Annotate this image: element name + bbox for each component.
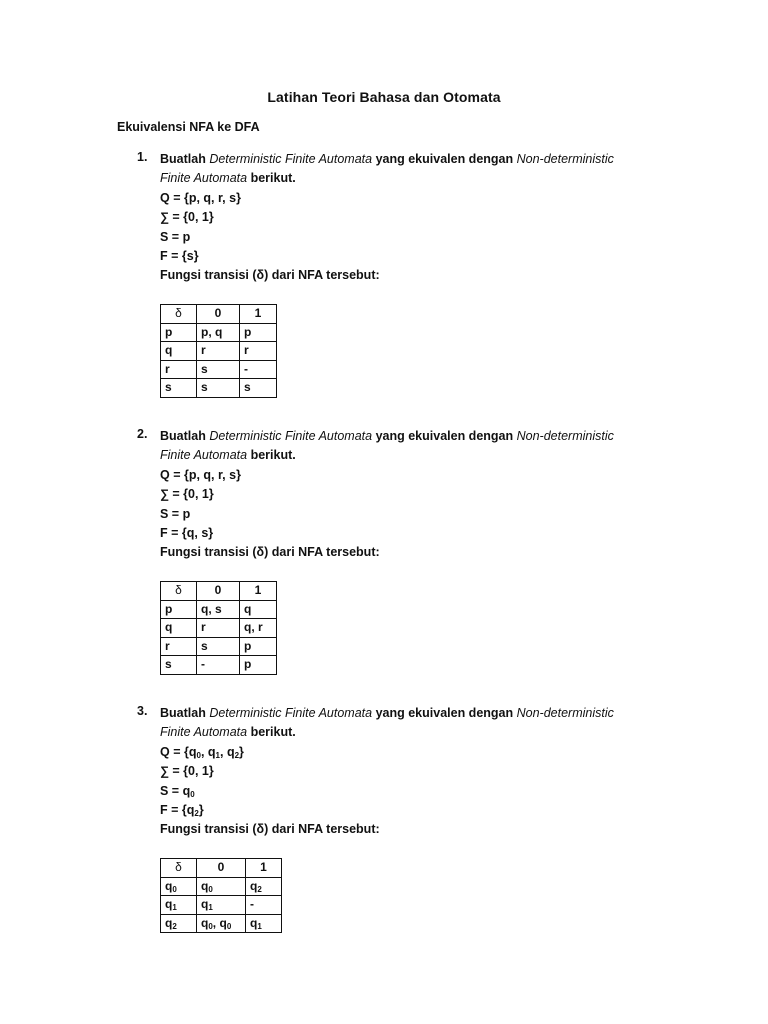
transition-cell: $q_0$, $q_0$ [197, 914, 246, 933]
transition-cell: q, r [240, 619, 277, 638]
state-cell: r [161, 360, 197, 379]
transition-cell: q, s [197, 600, 240, 619]
transition-table [160, 858, 282, 933]
table-row [161, 637, 277, 656]
problem-intro-cont: Finite Automata berikut. [160, 171, 296, 186]
states-set: $Q = \{q_0$, $q_1$, $q_2$} [160, 744, 244, 760]
transition-cell: s [197, 637, 240, 656]
states-set: Q = {p, q, r, s} [160, 190, 241, 205]
state-cell: p [161, 600, 197, 619]
transition-cell: p [240, 656, 277, 675]
transition-cell: $q_1$ [197, 896, 246, 915]
transition-cell: $q_1$ [246, 914, 282, 933]
transition-cell: q [240, 600, 277, 619]
delta-header-cell: δ [161, 859, 197, 878]
transition-table [160, 581, 277, 675]
state-cell: r [161, 637, 197, 656]
problem-intro: Buatlah Deterministic Finite Automata yang ekuivalen dengan Non-deterministic [160, 152, 614, 166]
problem-body [160, 150, 640, 286]
table-header-row [161, 582, 277, 601]
state-cell: p [161, 323, 197, 342]
problem-intro: Buatlah Deterministic Finite Automata yang ekuivalen dengan Non-deterministic [160, 706, 614, 720]
input-symbol-header-cell: 1 [240, 305, 277, 324]
problem-intro-cont: Finite Automata berikut. [160, 448, 296, 463]
transition-cell: - [240, 360, 277, 379]
section-title: Ekuivalensi NFA ke DFA [117, 120, 260, 134]
transition-table [160, 304, 277, 398]
problem-body [160, 427, 640, 563]
problem-intro-cont: Finite Automata berikut. [160, 725, 296, 740]
state-cell: $q_0$ [161, 877, 197, 896]
state-cell: s [161, 379, 197, 398]
table-row [161, 379, 277, 398]
final-states: $F = \{q_2\}$ [160, 802, 204, 818]
state-cell: q [161, 619, 197, 638]
transition-cell: s [240, 379, 277, 398]
start-state: $S = q_0$ [160, 783, 195, 799]
transition-cell: p, q [197, 323, 240, 342]
states-set: Q = {p, q, r, s} [160, 467, 241, 482]
transition-cell: p [240, 637, 277, 656]
transition-caption: Fungsi transisi (δ) dari NFA tersebut: [160, 545, 380, 560]
transition-cell: r [240, 342, 277, 361]
problem-intro: Buatlah Deterministic Finite Automata yang ekuivalen dengan Non-deterministic [160, 429, 614, 443]
table-header-row [161, 305, 277, 324]
transition-cell: r [197, 619, 240, 638]
input-symbol-header-cell: 0 [197, 859, 246, 878]
table-row [161, 656, 277, 675]
problem-number: 2. [137, 427, 148, 441]
transition-cell: s [197, 360, 240, 379]
table-row [161, 323, 277, 342]
alphabet-set: ∑ = {0, 1} [160, 210, 214, 225]
transition-cell: p [240, 323, 277, 342]
alphabet-set: ∑ = {0, 1} [160, 487, 214, 502]
problem-body [160, 704, 640, 840]
table-row [161, 342, 277, 361]
problem-number: 1. [137, 150, 148, 164]
problem-number: 3. [137, 704, 148, 718]
table-row [161, 360, 277, 379]
final-states: F = {s} [160, 248, 199, 263]
transition-caption: Fungsi transisi (δ) dari NFA tersebut: [160, 822, 380, 837]
delta-header-cell: δ [161, 582, 197, 601]
transition-caption: Fungsi transisi (δ) dari NFA tersebut: [160, 268, 380, 283]
start-state: S = p [160, 229, 191, 244]
transition-cell: - [246, 896, 282, 915]
start-state: S = p [160, 506, 191, 521]
state-cell: s [161, 656, 197, 675]
input-symbol-header-cell: 0 [197, 582, 240, 601]
input-symbol-header-cell: 1 [240, 582, 277, 601]
table-row [161, 896, 282, 915]
table-row [161, 600, 277, 619]
transition-cell: $q_0$ [197, 877, 246, 896]
table-row [161, 619, 277, 638]
table-row [161, 914, 282, 933]
state-cell: q [161, 342, 197, 361]
transition-cell: r [197, 342, 240, 361]
input-symbol-header-cell: 0 [197, 305, 240, 324]
final-states: F = {q, s} [160, 525, 214, 540]
table-row [161, 877, 282, 896]
state-cell: $q_2$ [161, 914, 197, 933]
alphabet-set: ∑ = {0, 1} [160, 764, 214, 779]
page-title: Latihan Teori Bahasa dan Otomata [267, 89, 501, 105]
table-header-row [161, 859, 282, 878]
state-cell: $q_1$ [161, 896, 197, 915]
delta-header-cell: δ [161, 305, 197, 324]
transition-cell: - [197, 656, 240, 675]
transition-cell: s [197, 379, 240, 398]
transition-cell: $q_2$ [246, 877, 282, 896]
input-symbol-header-cell: 1 [246, 859, 282, 878]
